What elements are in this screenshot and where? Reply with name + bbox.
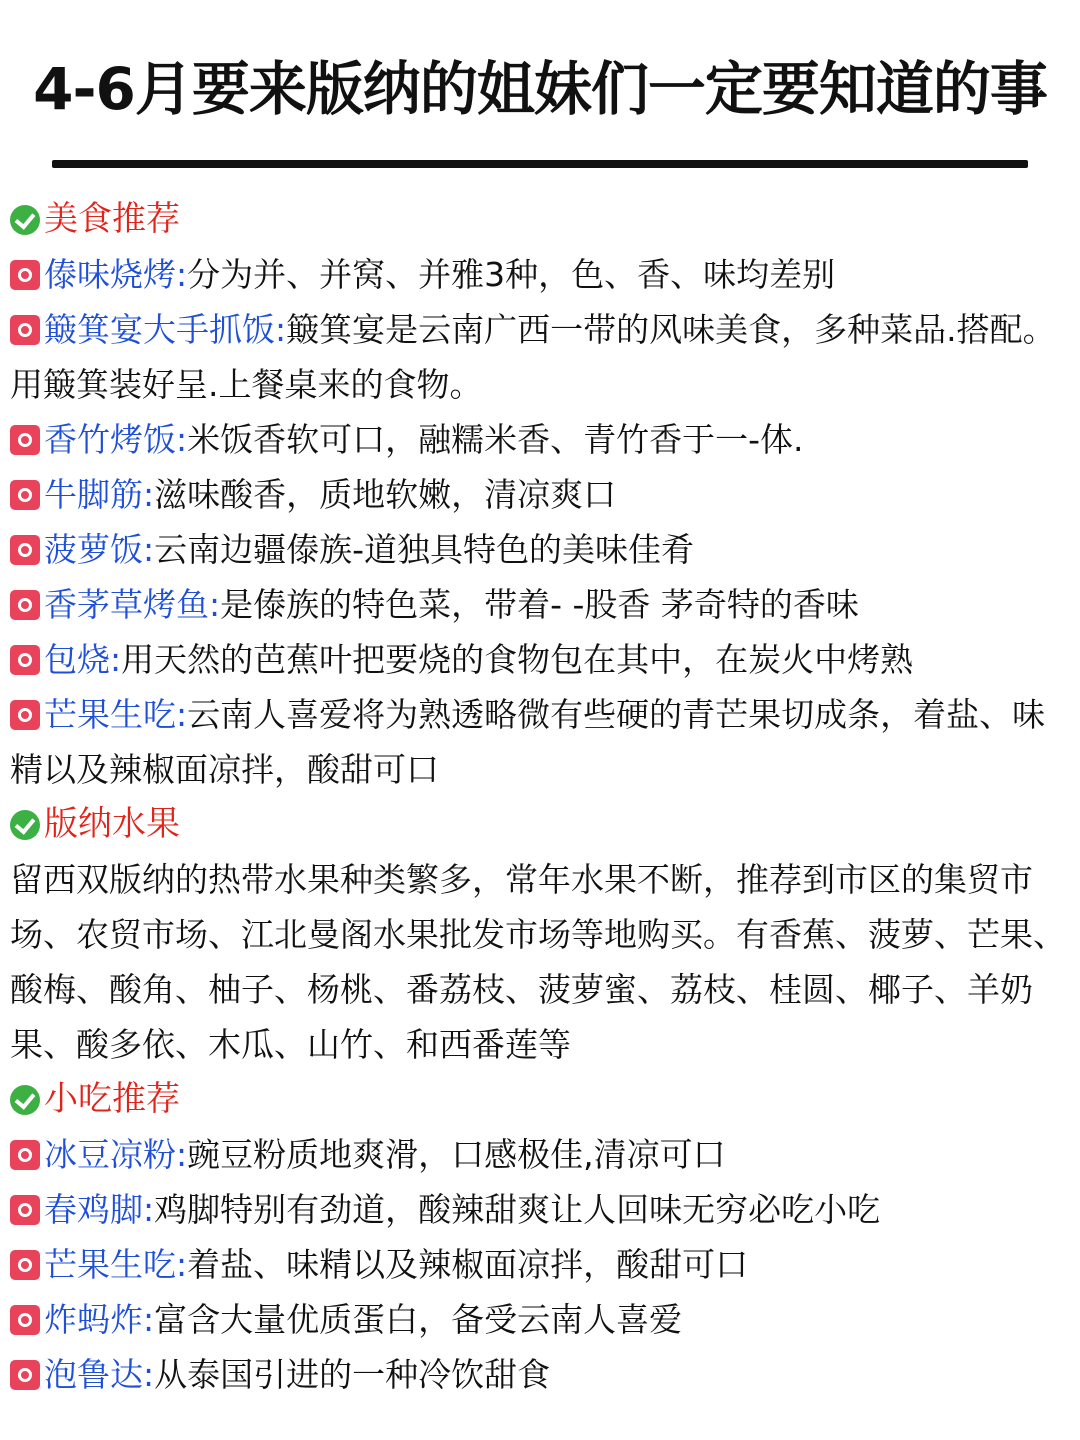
- check-circle-icon: [10, 810, 40, 840]
- list-item: [10, 577, 1072, 632]
- item-text: 簸箕宴是云南广西一带的风味美食，多种菜品.搭配。用簸箕装好呈.上餐桌来的食物。: [10, 310, 1056, 404]
- section-heading-label: 版纳水果: [44, 804, 180, 844]
- item-label: 冰豆凉粉:: [44, 1135, 188, 1174]
- list-item: [10, 1237, 1072, 1292]
- item-label: 菠萝饭:: [44, 530, 155, 569]
- item-text: 用天然的芭蕉叶把要烧的食物包在其中，在炭火中烤熟: [121, 640, 914, 679]
- list-item: [10, 1182, 1072, 1237]
- item-label: 傣味烧烤:: [44, 255, 188, 294]
- section-heading-fruit: [10, 797, 1072, 852]
- item-text: 云南边疆傣族-道独具特色的美味佳肴: [154, 530, 695, 569]
- item-label: 芒果生吃:: [44, 695, 188, 734]
- item-label: 牛脚筋:: [44, 475, 155, 514]
- list-item: [10, 1292, 1072, 1347]
- o-square-icon: [10, 535, 40, 565]
- title-divider: [52, 160, 1028, 168]
- item-text: 分为并、并窝、并雅3种，色、香、味均差别: [187, 255, 836, 294]
- list-item: [10, 632, 1072, 687]
- o-square-icon: [10, 425, 40, 455]
- o-square-icon: [10, 1195, 40, 1225]
- item-label: 香茅草烤鱼:: [44, 585, 221, 624]
- item-text: 米饭香软可口，融糯米香、青竹香于一-体.: [187, 420, 804, 459]
- o-square-icon: [10, 1305, 40, 1335]
- check-circle-icon: [10, 205, 40, 235]
- list-item: [10, 412, 1072, 467]
- list-item: [10, 1347, 1072, 1402]
- item-text: 从泰国引进的一种冷饮甜食: [154, 1355, 551, 1394]
- item-label: 泡鲁达:: [44, 1355, 155, 1394]
- section-heading-label: 美食推荐: [44, 199, 180, 239]
- item-text: 鸡脚特别有劲道，酸辣甜爽让人回味无穷必吃小吃: [154, 1190, 881, 1229]
- o-square-icon: [10, 1360, 40, 1390]
- list-item: [10, 247, 1072, 302]
- item-text: 着盐、味精以及辣椒面凉拌，酸甜可口: [187, 1245, 749, 1284]
- section-heading-snacks: [10, 1072, 1072, 1127]
- item-label: 香竹烤饭:: [44, 420, 188, 459]
- list-item: [10, 1127, 1072, 1182]
- o-square-icon: [10, 480, 40, 510]
- o-square-icon: [10, 315, 40, 345]
- item-text: 滋味酸香，质地软嫩，清凉爽口: [154, 475, 617, 514]
- item-label: 包烧:: [44, 640, 122, 679]
- check-circle-icon: [10, 1085, 40, 1115]
- fruit-paragraph: 留西双版纳的热带水果种类繁多，常年水果不断，推荐到市区的集贸市场、农贸市场、江北曼阁水果批发市场等地购买。有香蕉、菠萝、芒果、酸梅、酸角、柚子、杨桃、番荔枝、菠萝蜜、荔枝、桂圆、椰子、羊奶果、酸多依、木瓜、山竹、和西番莲等: [10, 860, 1066, 1064]
- item-text: 豌豆粉质地爽滑，口感极佳,清凉可口: [187, 1135, 726, 1174]
- o-square-icon: [10, 590, 40, 620]
- section-heading-food: [10, 192, 1072, 247]
- content: [10, 192, 1072, 1402]
- item-text: 是傣族的特色菜，带着- -股香 茅奇特的香味: [220, 585, 859, 624]
- item-label: 春鸡脚:: [44, 1190, 155, 1229]
- page-title: 4-6月要来版纳的姐妹们一定要知道的事: [33, 55, 1047, 123]
- item-label: 炸蚂炸:: [44, 1300, 155, 1339]
- list-item: [10, 302, 1072, 412]
- o-square-icon: [10, 645, 40, 675]
- o-square-icon: [10, 700, 40, 730]
- list-item: [10, 687, 1072, 797]
- o-square-icon: [10, 1250, 40, 1280]
- section-heading-label: 小吃推荐: [44, 1079, 180, 1119]
- list-item: [10, 522, 1072, 577]
- item-label: 芒果生吃:: [44, 1245, 188, 1284]
- item-text: 云南人喜爱将为熟透略微有些硬的青芒果切成条，着盐、味精以及辣椒面凉拌，酸甜可口: [10, 695, 1046, 789]
- list-item: [10, 467, 1072, 522]
- item-text: 富含大量优质蛋白，备受云南人喜爱: [154, 1300, 683, 1339]
- o-square-icon: [10, 260, 40, 290]
- item-label: 簸箕宴大手抓饭:: [44, 310, 287, 349]
- o-square-icon: [10, 1140, 40, 1170]
